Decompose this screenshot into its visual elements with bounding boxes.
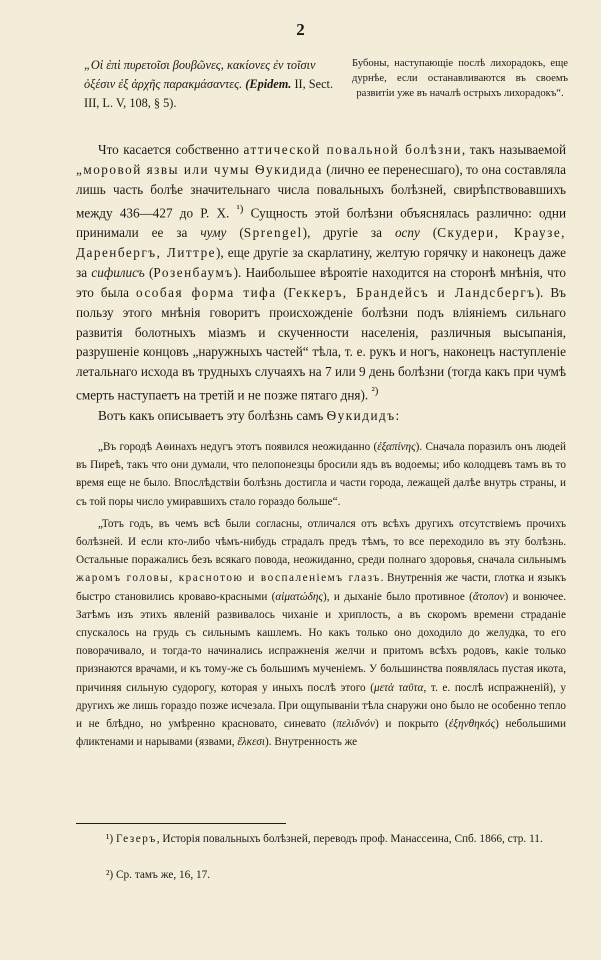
spaced-term: жаромъ головы, краснотою и воспаленіемъ глазъ bbox=[76, 572, 381, 585]
footnote-text: Ср. тамъ же, 16, 17. bbox=[115, 869, 211, 881]
text-span: „Въ городѣ Аѳинахъ недугъ этотъ появился неожиданно ( bbox=[98, 441, 378, 453]
spaced-term: аттической повальной болѣзни bbox=[243, 142, 462, 157]
spaced-name: Ѳукидидъ bbox=[326, 407, 396, 423]
footnote-mark: ²) bbox=[106, 869, 114, 881]
text-span: „Тотъ годъ, въ чемъ всѣ были согласны, отличался отъ всѣхъ другихъ отсутствіемъ прочихъ болѣзней. И если кто-либо чѣмъ-нибудь страдалъ предъ тѣмъ, то все переходило въ эту болѣзнь. Остальные поражались безъ всякаго повода, неожиданно, среди полнаго здоровья, сначала сильнымъ bbox=[76, 517, 566, 567]
greek-term: μετὰ ταῦτα bbox=[373, 681, 424, 694]
italic-term: оспу bbox=[394, 225, 420, 241]
greek-term: ἄτοπον bbox=[472, 590, 505, 603]
text-span: ). Сначала поразилъ онъ людей въ Пиреѣ, такъ что они думали, что пелопонезцы бросили ядъ въ водоемы; ибо колодцевъ тамъ въ то время еще не было. Впослѣдствіи болѣзнь достигла и части города, лежащей далѣе внутрь страны, и съ той поры число умиравшихъ стало гораздо больше“. bbox=[76, 441, 566, 508]
text-span: . Внутреннія же части, глотка и языкъ быстро становились кроваво-красными ( bbox=[76, 572, 566, 603]
footnote-author: Гезеръ bbox=[115, 833, 157, 845]
spaced-name: Скудери, Краузе, Даренбергъ, Литтре bbox=[76, 225, 566, 260]
page-number: 2 bbox=[296, 20, 305, 39]
text-span: ) и покрыто ( bbox=[375, 718, 449, 731]
epigraph-greek bbox=[84, 56, 336, 113]
text-span: ( bbox=[419, 225, 438, 241]
italic-term: сифилисъ bbox=[91, 264, 145, 280]
text-span: (лично ее перенесшаго), то она составляла лишь часть болѣе значительнаго числа повальныхъ болѣзней, свирѣпствовавшихъ между 436—427 до Р. Х. bbox=[76, 161, 566, 221]
spaced-term: особая форма тифа bbox=[136, 284, 277, 300]
italic-term: чуму bbox=[200, 225, 227, 241]
greek-term: ἐξηνθηκός bbox=[448, 718, 496, 731]
footnote-ref-2[interactable]: ²) bbox=[371, 385, 379, 398]
spaced-name: Геккеръ, Брандейсъ и Ландсбергъ bbox=[288, 284, 536, 300]
text-span: ), другіе за bbox=[302, 225, 395, 241]
quotation-block bbox=[76, 438, 566, 755]
text-span: ( bbox=[144, 264, 154, 280]
spaced-name: Sprengel bbox=[243, 225, 303, 241]
text-span: ( bbox=[276, 284, 289, 300]
main-text bbox=[76, 140, 566, 425]
quote-paragraph-1 bbox=[76, 438, 566, 511]
footnote-divider bbox=[76, 823, 286, 824]
text-span: Сущность этой болѣзни объяснялась различно: одни принимали ее за bbox=[76, 205, 567, 241]
spaced-term: „моровой язвы или чумы Ѳукидида bbox=[76, 161, 323, 177]
footnote-2 bbox=[76, 866, 566, 884]
text-span: ). Наибольшее вѣроятіе находится на сторонѣ мнѣнія, что это была bbox=[76, 264, 566, 300]
epigraph-greek-text: „Οἱ ἐπὶ πυρετοῖσι βουβῶνες, κακίονες ἐν τοῖσιν ὀξέσιν ἐξ ἀρχῆς παρακμάσαντες. bbox=[84, 58, 316, 91]
greek-term: ἐξαπίνης bbox=[377, 441, 416, 453]
text-span: ), еще другіе за скарлатину, желтую горячку и наконецъ даже за bbox=[76, 244, 567, 280]
quote-paragraph-2 bbox=[76, 515, 566, 752]
text-span: : bbox=[395, 407, 400, 423]
text-span: ( bbox=[226, 225, 244, 241]
footnote-mark: ¹) bbox=[106, 833, 114, 845]
footnote-text: , Исторія повальныхъ болѣзней, переводъ проф. Манассеина, Спб. 1866, стр. 11. bbox=[156, 833, 543, 845]
text-span: ). Въ пользу этого мнѣнія говоритъ происхожденіе болѣзни подъ вліяніемъ сильнаго развитія болотныхъ міазмъ и скученности населенія, различныя высыпанія, разрушеніе концовъ „наружныхъ частей“ тѣла, т. е. рукъ и ногъ, наконецъ наступленіе летальнаго исхода въ трудныхъ случаяхъ на 7 или 9 день болѣзни (тогда какъ при чумѣ смерть наступаетъ на третій и не позже пятаго дня). bbox=[76, 284, 566, 403]
spaced-name: Розенбаумъ bbox=[153, 264, 234, 280]
text-span: Вотъ какъ описываетъ эту болѣзнь самъ bbox=[98, 407, 327, 423]
text-span: ). Внутренность же bbox=[265, 736, 358, 749]
footnote-ref-1[interactable]: ¹) bbox=[236, 202, 244, 215]
paragraph-2 bbox=[76, 406, 566, 426]
epigraph-reference-rest: II, Sect. III, L. V, 108, § 5). bbox=[84, 77, 334, 110]
footnote-1 bbox=[76, 830, 566, 848]
text-span: , т. е. послѣ испражненій), у другихъ же лишь гораздо позже исчезала. При ощупываніи тѣла снаружи оно было не особенно тепло и не блѣдно, но умѣренно красновато, синевато ( bbox=[76, 681, 566, 731]
text-span: Что касается собственно bbox=[98, 142, 244, 157]
paragraph-1 bbox=[76, 140, 566, 406]
greek-term: ἕλκεσι bbox=[237, 736, 266, 749]
epigraph-reference-title: (Epidem. bbox=[245, 77, 292, 91]
text-span: ), и дыханіе было противное ( bbox=[322, 590, 473, 603]
epigraph-translation: Бубоны, наступающіе послѣ лихорадокъ, еще дурнѣе, если останавливаются въ своемъ развитіи уже въ началѣ острыхъ лихорадокъ“. bbox=[352, 58, 568, 99]
text-span: ) небольшими фликтенами и нарывами (язвами, bbox=[76, 718, 566, 749]
greek-term: πελιδνόν bbox=[336, 718, 375, 731]
text-span: , такъ называемой bbox=[461, 142, 566, 157]
greek-term: αἱματώδης bbox=[275, 590, 323, 603]
text-span: ) и вонючее. Затѣмъ изъ этихъ явленій развивалось чиханіе и хриплость, а въ скоромъ времени страданіе спускалось на грудь съ сильнымъ кашлемъ. Но какъ только оно доходило до желудка, то его поворачивало, и тогда-то начинались испражненія желчи и притомъ всѣхъ родовъ, какіе только признаются врачами, и къ тому-же съ большимъ мученіемъ. У большинства появлялась пустая икота, причиняя сильную судорогу, которая у иныхъ послѣ этого ( bbox=[76, 590, 566, 694]
